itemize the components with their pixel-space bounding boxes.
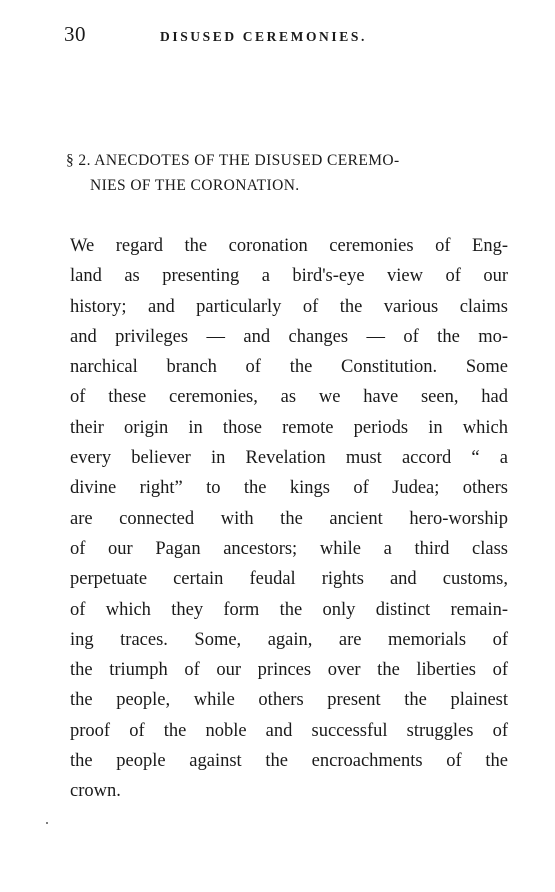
text-line: divine right” to the kings of Judea; others [70,478,508,499]
ink-speck [46,822,48,824]
text-line: ing traces. Some, again, are memorials of [70,629,508,650]
running-title: DISUSED CEREMONIES. [160,29,367,44]
text-line: land as presenting a bird's-eye view of our [70,266,508,287]
text-line: history; and particularly of the various claims [70,296,508,317]
body-paragraph [70,231,508,807]
text-line: every believer in Revelation must accord “ a [70,448,508,469]
text-line: the people, while others present the plainest [70,690,508,711]
section-heading [66,148,506,198]
text-line: their origin in those remote periods in which [70,417,508,438]
text-line: narchical branch of the Constitution. Some [70,357,508,378]
text-line: perpetuate certain feudal rights and customs, [70,569,508,590]
text-line: and privileges — and changes — of the mo- [70,326,508,347]
page-number: 30 [64,22,86,46]
section-heading-line: NIES OF THE CORONATION. [90,177,300,194]
text-line: of which they form the only distinct remain- [70,599,508,620]
text-line: the people against the encroachments of the [70,751,508,772]
text-line: proof of the noble and successful struggles of [70,720,508,741]
text-line: the triumph of our princes over the liberties of [70,660,508,681]
text-line: are connected with the ancient hero-worship [70,508,508,529]
section-heading-line: § 2. ANECDOTES OF THE DISUSED CEREMO- [66,152,400,169]
text-line: of our Pagan ancestors; while a third class [70,538,508,559]
text-line: We regard the coronation ceremonies of Eng- [70,236,508,256]
text-line: crown. [70,781,121,802]
text-line: of these ceremonies, as we have seen, had [70,387,508,408]
